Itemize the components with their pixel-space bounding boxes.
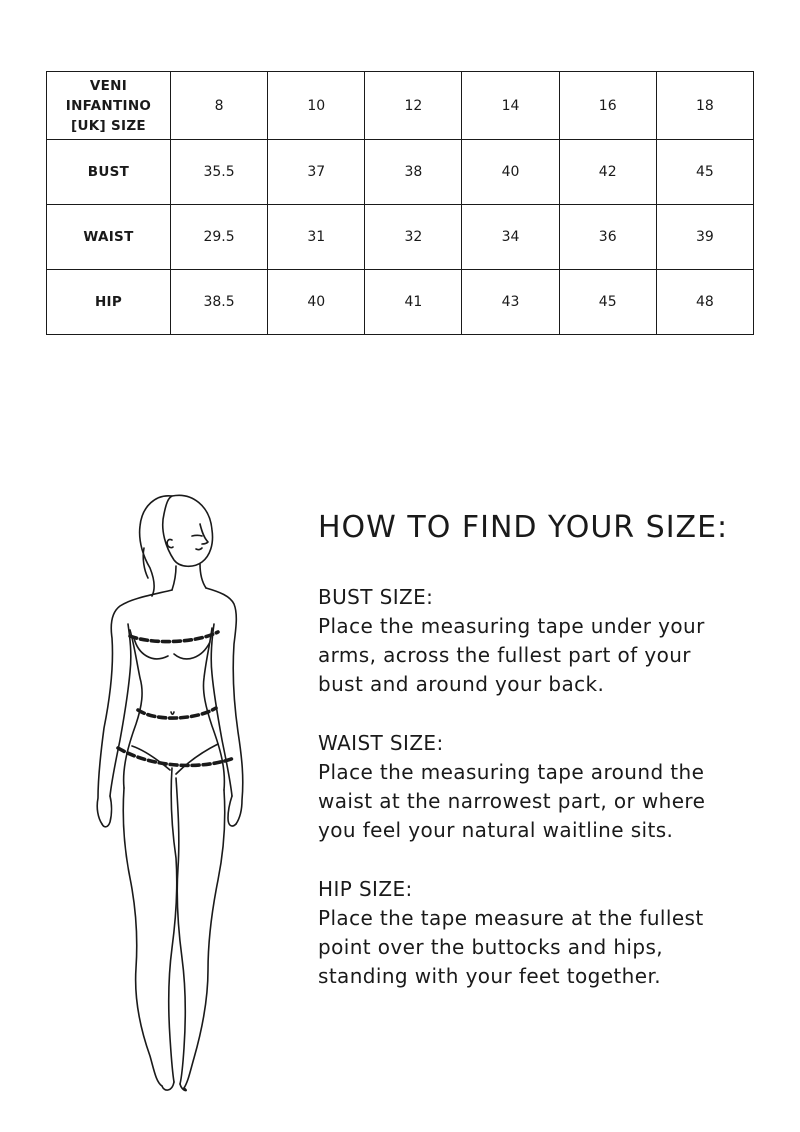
size-header-label-line: INFANTINO <box>65 97 152 114</box>
size-header-row <box>47 72 754 140</box>
section-line: bust and around your back. <box>318 672 605 696</box>
size-header-cell: 18 <box>656 72 753 140</box>
hip-size-section <box>318 875 788 991</box>
table-cell: 32 <box>365 205 462 270</box>
guide-title: HOW TO FIND YOUR SIZE: <box>318 510 729 545</box>
body-measurement-illustration-icon <box>72 478 282 1118</box>
bust-size-section <box>318 583 788 699</box>
row-label: WAIST <box>47 205 171 270</box>
row-label: BUST <box>47 140 171 205</box>
table-cell: 45 <box>656 140 753 205</box>
table-cell: 38 <box>365 140 462 205</box>
hip-row <box>47 270 754 335</box>
size-header-cell: 14 <box>462 72 559 140</box>
table-cell: 36 <box>559 205 656 270</box>
table-cell: 42 <box>559 140 656 205</box>
waist-row <box>47 205 754 270</box>
section-line: standing with your feet together. <box>318 964 661 988</box>
size-header-cell: 8 <box>171 72 268 140</box>
table-cell: 31 <box>268 205 365 270</box>
table-cell: 40 <box>462 140 559 205</box>
size-header-cell: 12 <box>365 72 462 140</box>
table-cell: 43 <box>462 270 559 335</box>
size-guide <box>318 510 788 1021</box>
size-header-label-line: [UK] SIZE <box>71 117 146 134</box>
section-heading: BUST SIZE: <box>318 585 434 609</box>
table-cell: 29.5 <box>171 205 268 270</box>
size-header-label-line: VENI <box>89 77 128 94</box>
section-line: point over the buttocks and hips, <box>318 935 664 959</box>
section-line: Place the measuring tape under your <box>318 614 705 638</box>
section-heading: WAIST SIZE: <box>318 731 444 755</box>
table-cell: 34 <box>462 205 559 270</box>
section-line: Place the tape measure at the fullest <box>318 906 704 930</box>
table-cell: 48 <box>656 270 753 335</box>
row-label: HIP <box>47 270 171 335</box>
bust-row <box>47 140 754 205</box>
table-cell: 37 <box>268 140 365 205</box>
size-header-label <box>47 72 171 140</box>
section-line: arms, across the fullest part of your <box>318 643 691 667</box>
table-cell: 35.5 <box>171 140 268 205</box>
table-cell: 38.5 <box>171 270 268 335</box>
section-line: Place the measuring tape around the <box>318 760 705 784</box>
table-cell: 45 <box>559 270 656 335</box>
size-header-cell: 10 <box>268 72 365 140</box>
size-header-cell: 16 <box>559 72 656 140</box>
section-line: waist at the narrowest part, or where <box>318 789 706 813</box>
waist-size-section <box>318 729 788 845</box>
section-heading: HIP SIZE: <box>318 877 413 901</box>
table-cell: 40 <box>268 270 365 335</box>
table-cell: 39 <box>656 205 753 270</box>
size-chart-table <box>46 71 754 335</box>
table-cell: 41 <box>365 270 462 335</box>
section-line: you feel your natural waitline sits. <box>318 818 674 842</box>
